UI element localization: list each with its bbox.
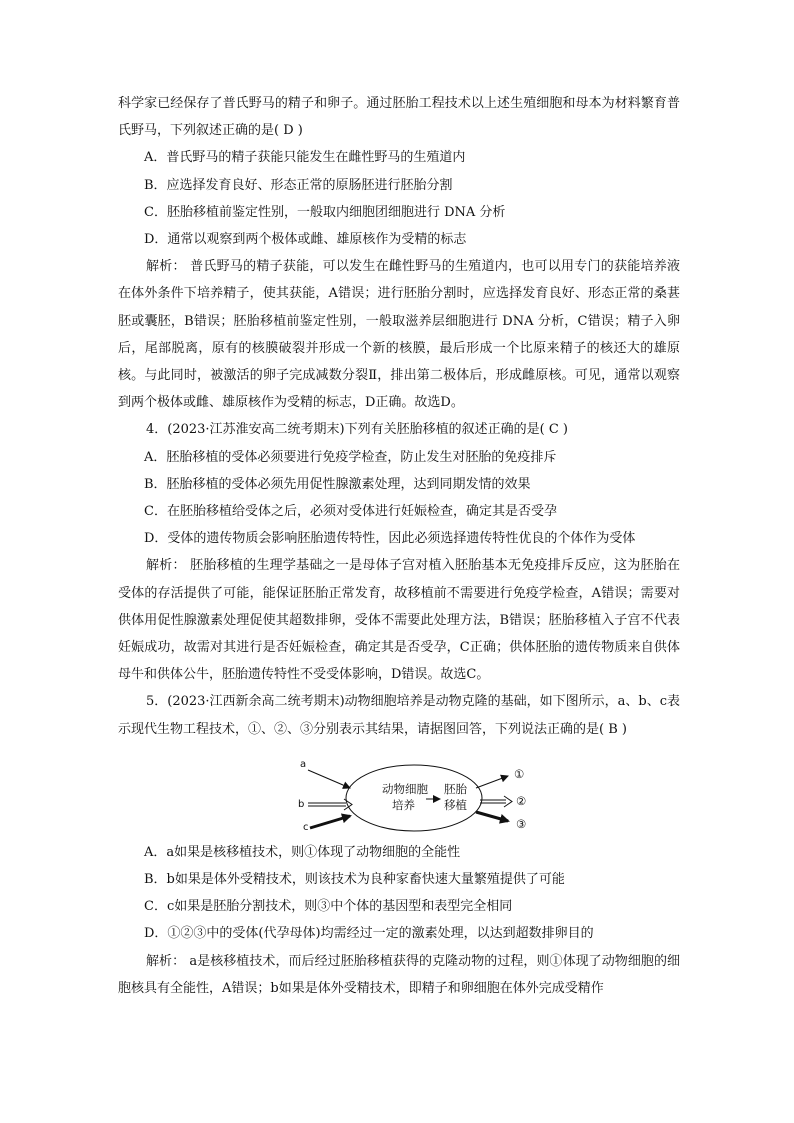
q3-option-c: C．胚胎移植前鉴定性别，一般取内细胞团细胞进行 DNA 分析 <box>144 204 506 220</box>
q5-analysis: 解析： a是核移植技术，而后经过胚胎移植获得的克隆动物的过程，则①体现了动物细胞的细胞核具有全能性，A错误；b如果是体外受精技术，即精子和卵细胞在体外完成受精作 <box>118 953 680 996</box>
q4-analysis: 解析： 胚胎移植的生理学基础之一是母体子宫对植入胚胎基本无免疫排斥反应，这为胚胎在受体的存活提供了可能，能保证胚胎正常发育，故移植前不需要进行免疫学检查，A错误；需要对供体用促性腺激素处理促使其超数排卵，受体不需要此处理方法，B错误；胚胎移植入子宫不代表妊娠成功，故需对其进行是否妊娠检查，确定其是否受孕，C正确；供体胚胎的遗传物质来自供体母牛和供体公牛，胚胎遗传特性不受受体影响，D错误。故选C。 <box>118 558 680 683</box>
q4-option-d: D．受体的遗传物质会影响胚胎遗传特性，因此必须选择遗传特性优良的个体作为受体 <box>144 531 636 547</box>
output-label-3: ③ <box>516 816 527 831</box>
q5-option-a: A．a如果是核移植技术，则①体现了动物细胞的全能性 <box>144 844 461 860</box>
q5-option-c: C．c如果是胚胎分割技术，则③中个体的基因型和表型完全相同 <box>144 899 513 915</box>
q4-option-b: B．胚胎移植的受体必须先用促性腺激素处理，达到同期发情的效果 <box>144 476 531 492</box>
box2-line2: 移植 <box>444 797 467 812</box>
process-diagram-svg <box>118 748 680 836</box>
arrow-c <box>310 816 350 828</box>
q3-analysis: 解析： 普氏野马的精子获能，可以发生在雌性野马的生殖道内，也可以用专门的获能培养液在体外条件下培养精子，使其获能，A错误；进行胚胎分割时，应选择发育良好、形态正常的桑葚胚或囊胚，B错误；胚胎移植前鉴定性别，一般取滋养层细胞进行 DNA 分析，C错误；精子入卵后，尾部脱离，原有的核膜破裂并形成一个新的核膜，最后形成一个比原来精子的核还大的雄原核。与此同时，被激活的卵子完成减数分裂Ⅱ，排出第二极体后，形成雌原核。可见，通常以观察到两个极体或雌、雄原核作为受精的标志，D正确。故选D。 <box>118 259 680 411</box>
q3-option-b: B．应选择发育良好、形态正常的原肠胚进行胚胎分割 <box>144 177 453 193</box>
q4-option-c: C．在胚胎移植给受体之后，必须对受体进行妊娠检查，确定其是否受孕 <box>144 504 557 520</box>
q3-stem: 科学家已经保存了普氏野马的精子和卵子。通过胚胎工程技术以上述生殖细胞和母本为材料繁育普氏野马，下列叙述正确的是( D ) <box>118 96 680 139</box>
arrow-a <box>308 770 350 788</box>
q5-stem: 5．(2023·江西新余高二统考期末)动物细胞培养是动物克隆的基础，如下图所示，a、b、c表示现代生物工程技术，①、②、③分别表示其结果，请据图回答，下列说法正确的是( B ) <box>118 694 681 737</box>
input-label-b: b <box>298 798 305 810</box>
output-label-2: ② <box>516 793 527 808</box>
process-diagram <box>118 748 680 836</box>
q5-option-b: B．b如果是体外受精技术，则该技术为良种家畜快速大量繁殖提供了可能 <box>144 872 565 888</box>
box1-line1: 动物细胞 <box>382 781 428 796</box>
q3-option-a: A．普氏野马的精子获能只能发生在雌性野马的生殖道内 <box>144 150 466 166</box>
arrow-out-1 <box>476 776 508 788</box>
arrow-b-head <box>344 799 352 810</box>
arrow-out-2-head <box>504 796 512 807</box>
box2-line1: 胚胎 <box>444 781 467 796</box>
q4-option-a: A．胚胎移植的受体必须要进行免疫学检查，防止发生对胚胎的免疫排斥 <box>144 449 557 465</box>
arrow-out-3 <box>476 812 508 821</box>
input-label-a: a <box>300 758 307 770</box>
input-label-c: c <box>303 821 309 833</box>
q4-stem: 4．(2023·江苏淮安高二统考期末)下列有关胚胎移植的叙述正确的是( C ) <box>146 422 568 438</box>
box1-line2: 培养 <box>392 797 415 812</box>
q5-option-d: D．①②③中的受体(代孕母体)均需经过一定的激素处理，以达到超数排卵目的 <box>144 926 594 942</box>
document-content <box>118 90 680 1002</box>
q3-option-d: D．通常以观察到两个极体或雌、雄原核作为受精的标志 <box>144 232 467 248</box>
output-label-1: ① <box>514 766 525 781</box>
